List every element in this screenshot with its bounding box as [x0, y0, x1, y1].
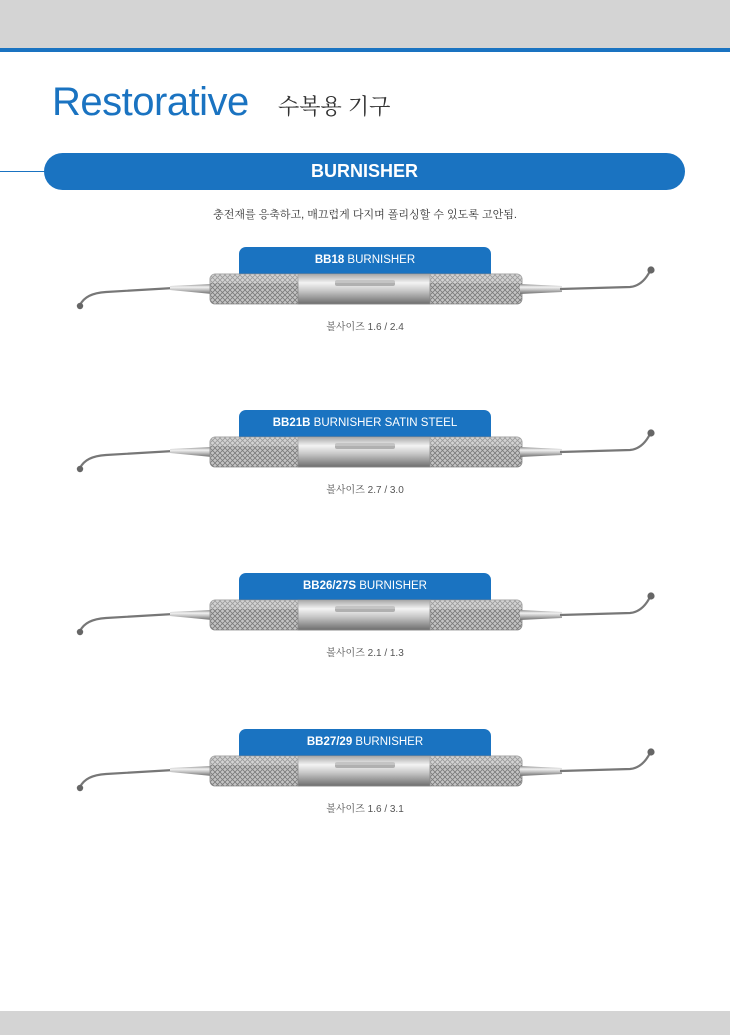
page-title: Restorative [52, 80, 249, 124]
product-code: BB21B [272, 417, 311, 429]
product-code: BB27/29 [306, 736, 353, 748]
ball-size: 볼사이즈 2.7 / 3.0 [326, 485, 404, 496]
page-subtitle: 수복용 기구 [278, 94, 391, 119]
product-name: BURNISHER [356, 580, 427, 592]
product-name: BURNISHER [344, 254, 416, 266]
burnisher-image [70, 727, 660, 797]
ball-size: 볼사이즈 2.1 / 1.3 [326, 648, 404, 659]
ball-size: 볼사이즈 1.6 / 2.4 [326, 322, 404, 333]
burnisher-image [70, 245, 660, 315]
product-name: BURNISHER [352, 736, 424, 748]
section-title: BURNISHER [44, 153, 685, 190]
top-bar [0, 0, 730, 52]
ball-size: 볼사이즈 1.6 / 3.1 [326, 804, 404, 815]
product-code: BB18 [314, 254, 345, 266]
product-name: BURNISHER SATIN STEEL [310, 417, 458, 429]
burnisher-image [70, 571, 660, 641]
bottom-bar [0, 1011, 730, 1035]
section-rule [0, 171, 46, 172]
section-description: 충전재를 응축하고, 매끄럽게 다지며 폴리싱할 수 있도록 고안됨. [213, 209, 517, 221]
burnisher-image [70, 408, 660, 478]
product-code: BB26/27S [303, 580, 357, 592]
